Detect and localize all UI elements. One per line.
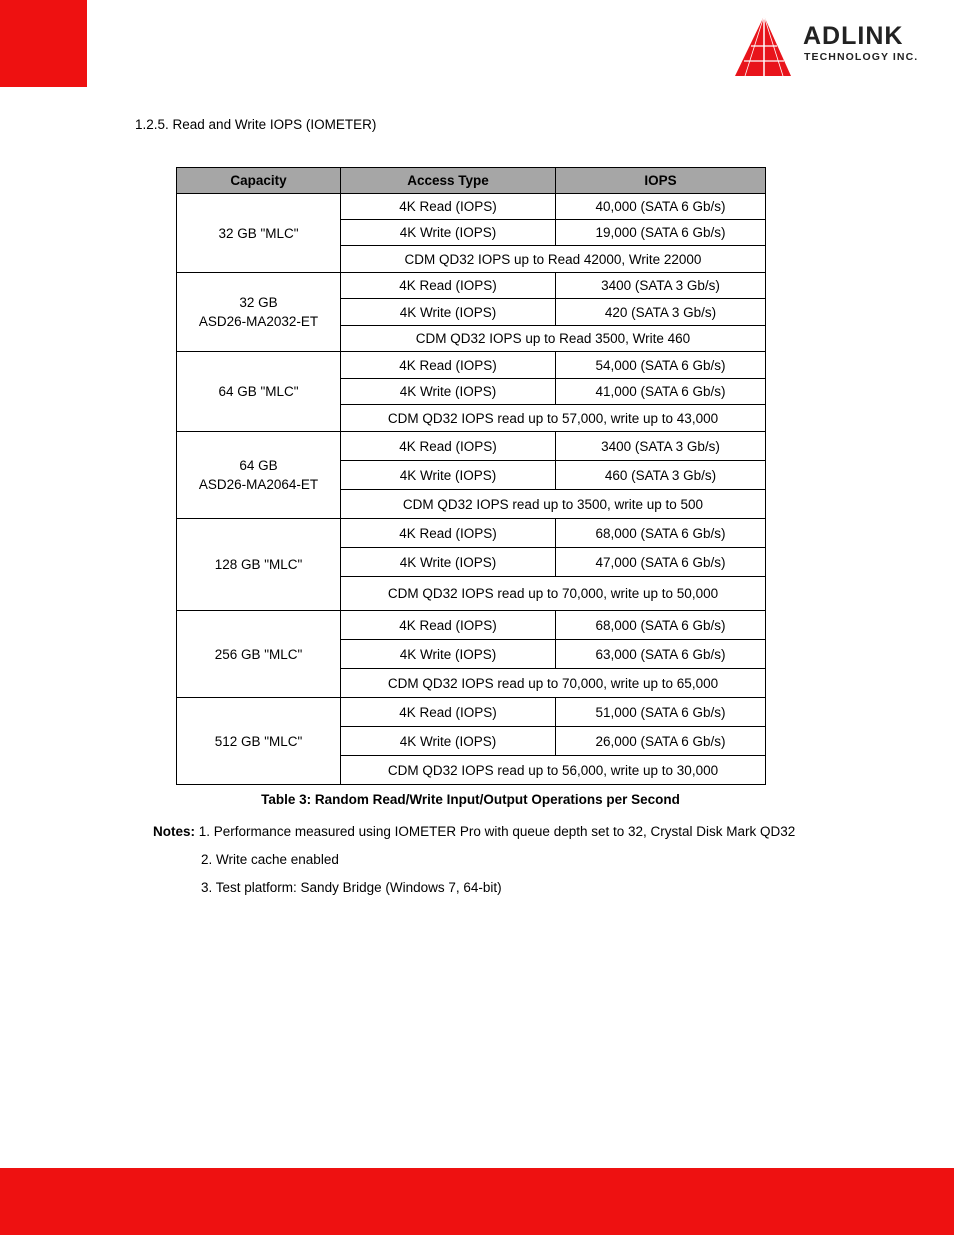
capacity-label: 64 GB "MLC" (218, 384, 299, 399)
access-type-cell: 4K Write (IOPS) (341, 299, 556, 326)
iops-value-cell: 41,000 (SATA 6 Gb/s) (556, 379, 766, 405)
iops-value-cell: 51,000 (SATA 6 Gb/s) (556, 698, 766, 727)
access-type-cell: 4K Write (IOPS) (341, 379, 556, 405)
header-red-block (0, 0, 87, 87)
table-header-row (177, 168, 766, 194)
table-row (177, 698, 766, 727)
access-type-cell: 4K Read (IOPS) (341, 519, 556, 548)
cdm-cell: CDM QD32 IOPS read up to 56,000, write up to 30,000 (341, 756, 766, 785)
iops-value-cell: 54,000 (SATA 6 Gb/s) (556, 352, 766, 379)
capacity-label: 32 GB (239, 295, 278, 310)
access-type-cell: 4K Write (IOPS) (341, 220, 556, 246)
table-caption: Table 3: Random Read/Write Input/Output Operations per Second (261, 792, 680, 807)
iops-value-cell: 3400 (SATA 3 Gb/s) (556, 273, 766, 299)
capacity-cell (177, 194, 341, 273)
capacity-label: 128 GB "MLC" (214, 557, 303, 572)
footer-red-band (0, 1168, 954, 1235)
access-type-cell: 4K Write (IOPS) (341, 640, 556, 669)
iops-value-cell: 460 (SATA 3 Gb/s) (556, 461, 766, 490)
column-header-iops: IOPS (556, 168, 766, 194)
company-logo (731, 14, 941, 80)
table-row (177, 194, 766, 220)
column-header-access-type: Access Type (341, 168, 556, 194)
cdm-cell: CDM QD32 IOPS read up to 70,000, write up to 65,000 (341, 669, 766, 698)
table-row (177, 432, 766, 461)
access-type-cell: 4K Write (IOPS) (341, 461, 556, 490)
iops-value-cell: 63,000 (SATA 6 Gb/s) (556, 640, 766, 669)
capacity-cell (177, 273, 341, 352)
cdm-cell: CDM QD32 IOPS up to Read 42000, Write 22000 (341, 246, 766, 273)
capacity-model: ASD26-MA2064-ET (198, 477, 319, 492)
access-type-cell: 4K Write (IOPS) (341, 727, 556, 756)
access-type-cell: 4K Read (IOPS) (341, 273, 556, 299)
note-2: 2. Write cache enabled (201, 852, 339, 867)
access-type-cell: 4K Read (IOPS) (341, 611, 556, 640)
access-type-cell: 4K Read (IOPS) (341, 352, 556, 379)
notes-label: Notes: (153, 824, 196, 839)
cdm-cell: CDM QD32 IOPS read up to 70,000, write up to 50,000 (341, 577, 766, 611)
iops-value-cell: 420 (SATA 3 Gb/s) (556, 299, 766, 326)
cdm-cell: CDM QD32 IOPS read up to 57,000, write up to 43,000 (341, 405, 766, 432)
cdm-cell: CDM QD32 IOPS up to Read 3500, Write 460 (341, 326, 766, 352)
table-row (177, 273, 766, 299)
capacity-cell (177, 432, 341, 519)
iops-value-cell: 19,000 (SATA 6 Gb/s) (556, 220, 766, 246)
logo-triangle-icon (731, 14, 797, 80)
capacity-cell (177, 698, 341, 785)
iops-value-cell: 3400 (SATA 3 Gb/s) (556, 432, 766, 461)
access-type-cell: 4K Read (IOPS) (341, 698, 556, 727)
capacity-model: ASD26-MA2032-ET (198, 314, 319, 329)
table-row (177, 352, 766, 379)
capacity-label: 512 GB "MLC" (214, 733, 303, 749)
capacity-label: 64 GB (239, 458, 278, 473)
iops-value-cell: 47,000 (SATA 6 Gb/s) (556, 548, 766, 577)
logo-name: ADLINK (803, 22, 904, 50)
access-type-cell: 4K Write (IOPS) (341, 548, 556, 577)
logo-subtitle: TECHNOLOGY INC. (804, 51, 919, 63)
iops-value-cell: 40,000 (SATA 6 Gb/s) (556, 194, 766, 220)
capacity-cell (177, 352, 341, 432)
table-row (177, 611, 766, 640)
note-1 (153, 824, 795, 839)
iops-value-cell: 26,000 (SATA 6 Gb/s) (556, 727, 766, 756)
column-header-capacity: Capacity (177, 168, 341, 194)
note-3: 3. Test platform: Sandy Bridge (Windows 7, 64-bit) (201, 880, 502, 895)
note-text: 1. Performance measured using IOMETER Pro with queue depth set to 32, Crystal Disk Mark QD32 (198, 824, 796, 839)
capacity-cell (177, 611, 341, 698)
cdm-cell: CDM QD32 IOPS read up to 3500, write up to 500 (341, 490, 766, 519)
access-type-cell: 4K Read (IOPS) (341, 194, 556, 220)
capacity-cell (177, 519, 341, 611)
iops-table (176, 167, 766, 785)
table-row (177, 519, 766, 548)
iops-value-cell: 68,000 (SATA 6 Gb/s) (556, 611, 766, 640)
iops-value-cell: 68,000 (SATA 6 Gb/s) (556, 519, 766, 548)
capacity-label: 256 GB "MLC" (214, 646, 303, 662)
access-type-cell: 4K Read (IOPS) (341, 432, 556, 461)
section-heading: 1.2.5. Read and Write IOPS (IOMETER) (135, 117, 377, 132)
capacity-label: 32 GB "MLC" (218, 225, 299, 241)
